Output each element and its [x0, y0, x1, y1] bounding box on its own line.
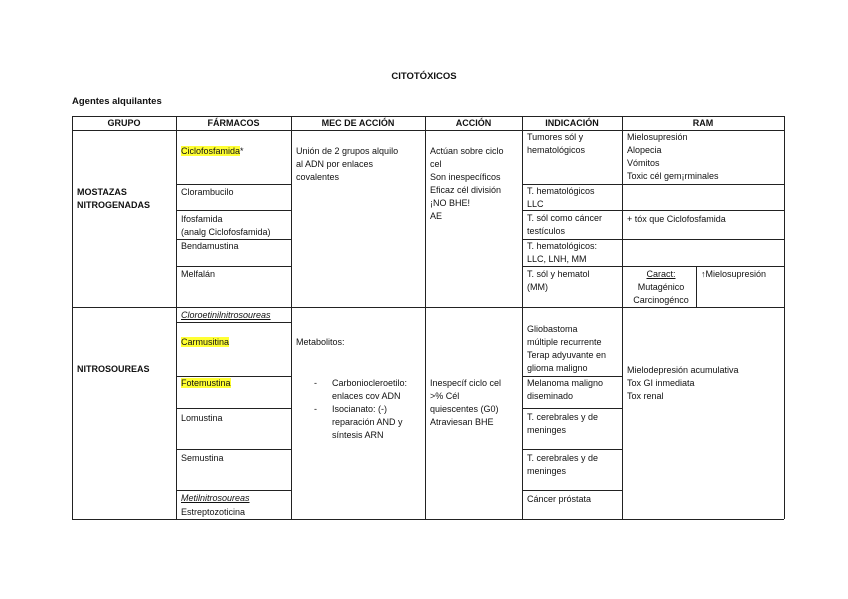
mostazas-mec: Unión de 2 grupos alquilo al ADN por enlaces covalentes: [296, 146, 399, 182]
group-mostazas: MOSTAZAS NITROGENADAS: [77, 187, 151, 210]
subgroup-cloroetinilnitrosoureas: Cloroetinilnitrosoureas: [181, 310, 271, 320]
ind-clorambucilo: T. hematológicos LLC: [527, 186, 595, 209]
header-mec-accion: MEC DE ACCIÓN: [321, 118, 395, 128]
nitro-mec-head: Metabolitos:: [296, 337, 345, 347]
header-grupo: GRUPO: [107, 118, 141, 128]
section-subtitle: Agentes alquilantes: [72, 96, 162, 107]
ind-fotemustina: Melanoma maligno diseminado: [527, 378, 604, 401]
mec-item-isocianato: - Isocianato: (-) reparación AND y síntesis ARN: [314, 403, 407, 442]
ind-ciclofosfamida: Tumores sól y hematológicos: [527, 132, 586, 155]
drug-ifosfamida: Ifosfamida (analg Ciclofosfamida): [181, 214, 271, 237]
drug-ciclofosfamida: Ciclofosfamida*: [181, 146, 244, 156]
subgroup-metilnitrosoureas: Metilnitrosoureas: [181, 493, 250, 503]
header-indicacion: INDICACIÓN: [545, 118, 599, 128]
header-farmacos: FÁRMACOS: [207, 118, 260, 128]
ind-bendamustina: T. hematológicos: LLC, LNH, MM: [527, 241, 598, 264]
drug-estreptozoticina: Estreptozoticina: [181, 507, 246, 517]
header-accion: ACCIÓN: [455, 118, 492, 128]
drug-fotemustina: Fotemustina: [181, 378, 231, 388]
nitro-ram: Mielodepresión acumulativa Tox GI inmediata Tox renal: [627, 365, 739, 401]
header-ram: RAM: [692, 118, 714, 128]
drug-semustina: Semustina: [181, 453, 224, 463]
mec-item-carbonio: - Carboniocleroetilo: enlaces cov ADN: [314, 377, 407, 403]
ind-carmusitina: Gliobastoma múltiple recurrente Terap adyuvante en glioma maligno: [527, 324, 607, 373]
ind-estreptozoticina: Cáncer próstata: [527, 494, 592, 504]
nitro-accion: Inespecíf ciclo cel >% Cél quiescentes (G0) Atraviesan BHE: [430, 378, 502, 427]
ind-ifosfamida: T. sól como cáncer testículos: [527, 213, 603, 236]
drug-lomustina: Lomustina: [181, 413, 223, 423]
nitro-mec-list: [314, 377, 407, 442]
ram-ciclofosfamida: Mielosupresión Alopecia Vómitos Toxic cél gem¡rminales: [627, 132, 719, 181]
ram-melfalan-mielosupresion: ↑Mielosupresión: [701, 269, 767, 279]
ram-melfalan-caract: Caract: Mutagénico Carcinogénco: [633, 269, 689, 305]
drug-carmusitina: Carmusitina: [181, 337, 230, 347]
drug-bendamustina: Bendamustina: [181, 241, 239, 251]
drug-clorambucilo: Clorambucilo: [181, 187, 234, 197]
drug-melfalan: Melfalán: [181, 269, 216, 279]
ind-semustina: T. cerebrales y de meninges: [527, 453, 599, 476]
ind-lomustina: T. cerebrales y de meninges: [527, 412, 599, 435]
ram-ifosfamida: + tóx que Ciclofosfamida: [627, 214, 726, 224]
page-title: CITOTÓXICOS: [391, 71, 457, 82]
mostazas-accion: Actúan sobre ciclo cel Son inespecíficos Eficaz cél división ¡NO BHE! AE: [430, 146, 504, 221]
group-nitrosoureas: NITROSOUREAS: [77, 364, 150, 374]
ind-melfalan: T. sól y hematol (MM): [527, 269, 590, 292]
